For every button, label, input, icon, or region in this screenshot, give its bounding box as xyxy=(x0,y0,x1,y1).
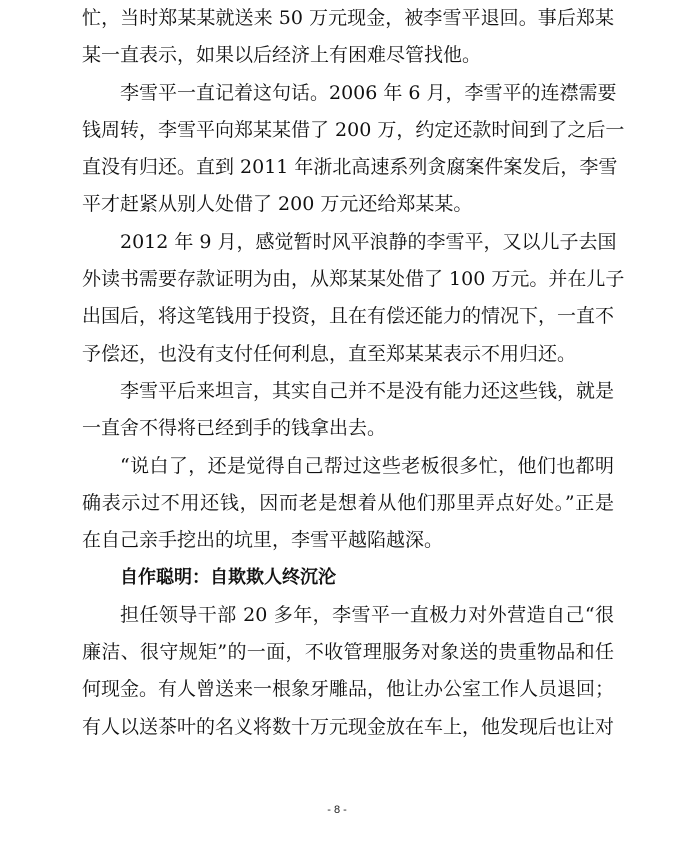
page-number: - 8 - xyxy=(327,804,347,816)
text-line: 出国后，将这笔钱用于投资，且在有偿还能力的情况下，一直不 xyxy=(82,305,615,328)
text-line: 平才赶紧从别人处借了 200 万元还给郑某某。 xyxy=(82,193,473,216)
text-line: 有人以送茶叶的名义将数十万元现金放在车上，他发现后也让对 xyxy=(82,715,615,738)
text-line: 钱周转，李雪平向郑某某借了 200 万，约定还款时间到了之后一 xyxy=(82,118,625,141)
text-line: 忙，当时郑某某就送来 50 万元现金，被李雪平退回。事后郑某 xyxy=(82,7,614,29)
text-line: 确表示过不用还钱，因而老是想着从他们那里弄点好处。”正是 xyxy=(82,491,614,514)
text-line: 予偿还，也没有支付任何利息，直至郑某某表示不用归还。 xyxy=(82,342,577,365)
text-line: 担任领导干部 20 多年，李雪平一直极力对外营造自己“很 xyxy=(120,603,614,626)
text-line: 2012 年 9 月，感觉暂时风平浪静的李雪平，又以儿子去国 xyxy=(120,230,617,253)
document-body xyxy=(82,0,625,746)
text-line: 廉洁、很守规矩”的一面，不收管理服务对象送的贵重物品和任 xyxy=(82,641,614,664)
text-line: 李雪平一直记着这句话。2006 年 6 月，李雪平的连襟需要 xyxy=(120,81,617,104)
text-line: “说白了，还是觉得自己帮过这些老板很多忙，他们也都明 xyxy=(120,454,614,477)
text-line: 何现金。有人曾送来一根象牙雕品，他让办公室工作人员退回； xyxy=(82,678,615,701)
text-line: 外读书需要存款证明为由，从郑某某处借了 100 万元。并在儿子 xyxy=(82,268,625,291)
text-line: 直没有归还。直到 2011 年浙北高速系列贪腐案件案发后，李雪 xyxy=(82,156,618,179)
text-line: 某一直表示，如果以后经济上有困难尽管找他。 xyxy=(82,44,482,67)
text-line: 一直舍不得将已经到手的钱拿出去。 xyxy=(82,417,387,440)
text-line: 在自己亲手挖出的坑里，李雪平越陷越深。 xyxy=(82,529,444,552)
text-line: 李雪平后来坦言，其实自己并不是没有能力还这些钱，就是 xyxy=(120,379,615,402)
section-heading: 自作聪明：自欺欺人终沉沦 xyxy=(120,567,336,589)
